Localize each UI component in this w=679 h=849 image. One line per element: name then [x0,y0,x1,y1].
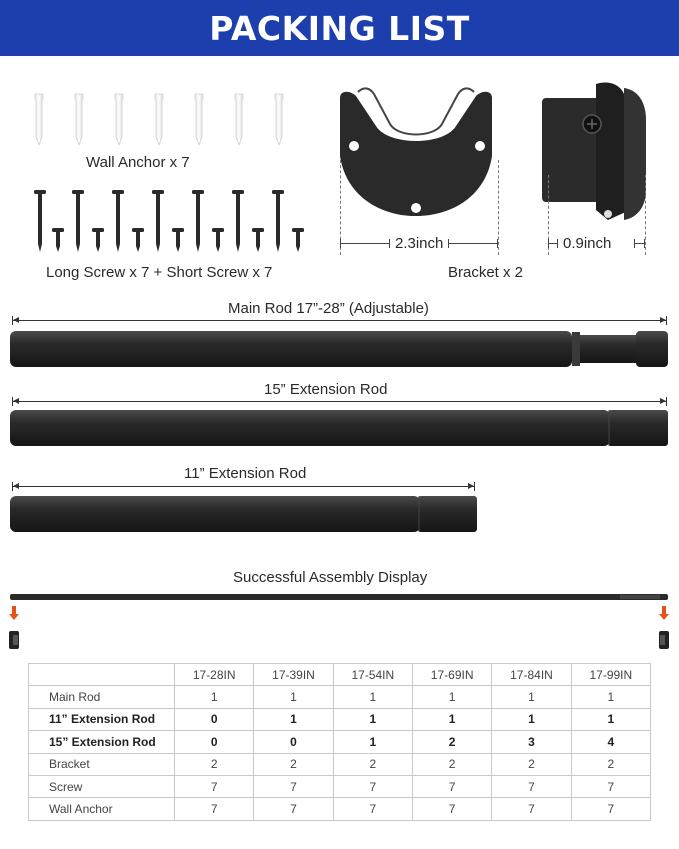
depth-guide-right [645,175,646,255]
table-header: 17-84IN [492,664,571,686]
table-cell: 1 [333,708,412,730]
table-cell: 3 [492,731,571,753]
bracket-side-image [538,80,650,230]
table-cell: 1 [333,731,412,753]
table-cell: 7 [254,775,333,797]
bracket-width-label: 2.3inch [395,235,444,252]
table-cell: 2 [254,753,333,775]
table-cell: 1 [492,686,571,708]
table-cell: 0 [175,731,254,753]
table-cell: 7 [571,775,650,797]
table-row [29,731,651,753]
ext15-rod-label: 15” Extension Rod [264,381,388,398]
ext11-rod-image [10,496,477,533]
main-rod-label: Main Rod 17”-28” (Adjustable) [228,300,429,317]
dim-line-right [448,243,498,244]
table-cell: 1 [333,686,412,708]
table-row [29,775,651,797]
table-cell: 1 [571,686,650,708]
table-row [29,753,651,775]
table-cell: 2 [492,753,571,775]
ext15-rod-image [10,410,668,447]
depth-line-left [548,243,558,244]
configuration-table [28,663,651,821]
assembly-title: Successful Assembly Display [233,569,428,586]
bracket-depth-label: 0.9inch [563,235,612,252]
table-cell: 1 [412,708,491,730]
dim-line-left [340,243,390,244]
dim-guide-right [498,160,499,255]
table-cell: 7 [412,798,491,820]
table-header: 17-28IN [175,664,254,686]
table-cell: 7 [492,775,571,797]
table-header-row [29,664,651,686]
wall-anchor-label: Wall Anchor x 7 [86,154,190,171]
table-cell: 7 [412,775,491,797]
table-cell: 7 [333,798,412,820]
table-cell: 2 [412,731,491,753]
table-cell: 2 [412,753,491,775]
table-header: 17-54IN [333,664,412,686]
ext11-rod-label: 11” Extension Rod [184,465,307,482]
table-cell: 2 [333,753,412,775]
wall-anchor-icons [30,90,290,150]
row-label: 15” Extension Rod [29,731,175,753]
row-label: 11” Extension Rod [29,708,175,730]
row-label: Main Rod [29,686,175,708]
table-cell: 1 [254,686,333,708]
table-row [29,708,651,730]
table-cell: 1 [254,708,333,730]
table-cell: 0 [175,708,254,730]
depth-line-right [634,243,645,244]
table-cell: 4 [571,731,650,753]
assembly-image [8,590,671,660]
table-cell: 1 [412,686,491,708]
table-cell: 7 [175,775,254,797]
table-corner-cell [29,664,175,686]
table-cell: 7 [254,798,333,820]
table-cell: 0 [254,731,333,753]
table-cell: 1 [571,708,650,730]
table-cell: 7 [492,798,571,820]
main-rod-image [10,330,668,368]
table-header: 17-39IN [254,664,333,686]
ext15-length-line [12,401,667,402]
table-cell: 2 [571,753,650,775]
table-cell: 7 [571,798,650,820]
main-rod-length-line [12,320,667,321]
row-label: Screw [29,775,175,797]
table-cell: 1 [492,708,571,730]
ext11-length-line [12,486,475,487]
screw-icons [28,188,318,258]
table-cell: 7 [175,798,254,820]
table-header: 17-69IN [412,664,491,686]
page-title: PACKING LIST [209,8,470,48]
table-cell: 2 [175,753,254,775]
header-banner [0,0,679,56]
bracket-front-image [336,86,496,226]
table-row [29,798,651,820]
table-header: 17-99IN [571,664,650,686]
screw-label: Long Screw x 7 + Short Screw x 7 [46,264,273,281]
bracket-label: Bracket x 2 [448,264,524,281]
table-cell: 7 [333,775,412,797]
row-label: Bracket [29,753,175,775]
table-row [29,686,651,708]
table-cell: 1 [175,686,254,708]
row-label: Wall Anchor [29,798,175,820]
